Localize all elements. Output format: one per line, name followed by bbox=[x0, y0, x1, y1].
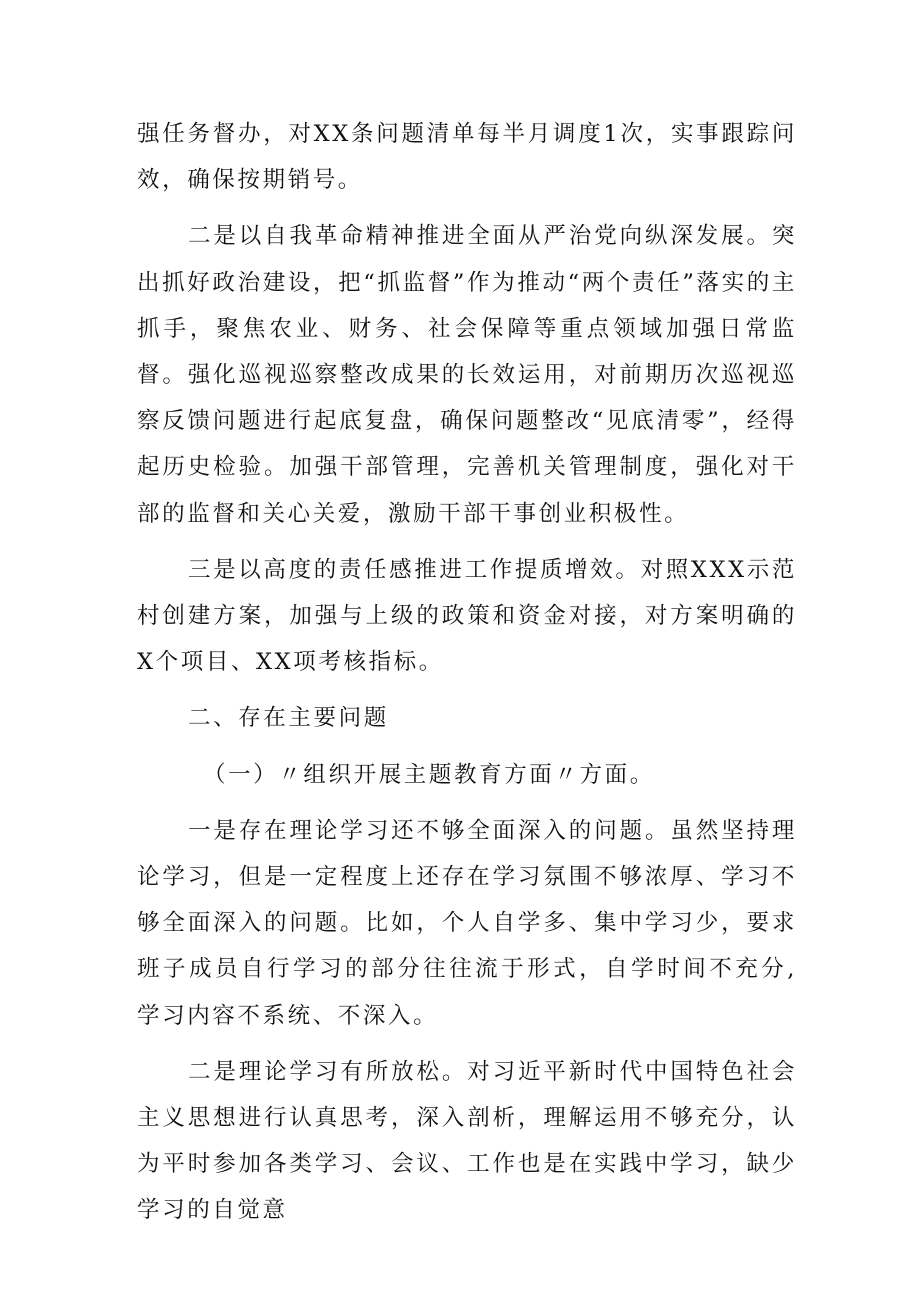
paragraph-point-two: 二是以自我革命精神推进全面从严治党向纵深发展。突出抓好政治建设，把“抓监督”作为推动“两个责任”落实的主抓手，聚焦农业、财务、社会保障等重点领域加强日常监督。强化巡视巡察整改成果的长效运用，对前期历次巡视巡察反馈问题进行起底复盘，确保问题整改“见底清零”，经得起历史检验。加强干部管理，完善机关管理制度，强化对干部的监督和关心关爱，激励干部干事创业积极性。 bbox=[137, 223, 797, 527]
paragraph-problem-one: 一是存在理论学习还不够全面深入的问题。虽然坚持理论学习，但是一定程度上还存在学习氛围不够浓厚、学习不够全面深入的问题。比如，个人自学多、集中学习少，要求班子成员自行学习的部分往往流于形式，自学时间不充分,学习内容不系统、不深入。 bbox=[137, 817, 797, 1029]
section-heading-main-problems: 二、存在主要问题 bbox=[188, 705, 389, 732]
paragraph-problem-two: 二是理论学习有所放松。对习近平新时代中国特色社会主义思想进行认真思考，深入剖析，理解运用不够充分，认为平时参加各类学习、会议、工作也是在实践中学习，缺少学习的自觉意 bbox=[137, 1058, 797, 1224]
paragraph-continuation: 强任务督办，对XX条问题清单每半月调度1次，实事跟踪问效，确保按期销号。 bbox=[137, 121, 797, 194]
document-body bbox=[137, 111, 797, 1244]
subsection-heading-theme-education: （一）〃组织开展主题教育方面〃方面。 bbox=[203, 761, 655, 788]
paragraph-point-three: 三是以高度的责任感推进工作提质增效。对照XXX示范村创建方案，加强与上级的政策和资金对接，对方案明确的X个项目、XX项考核指标。 bbox=[137, 556, 797, 676]
